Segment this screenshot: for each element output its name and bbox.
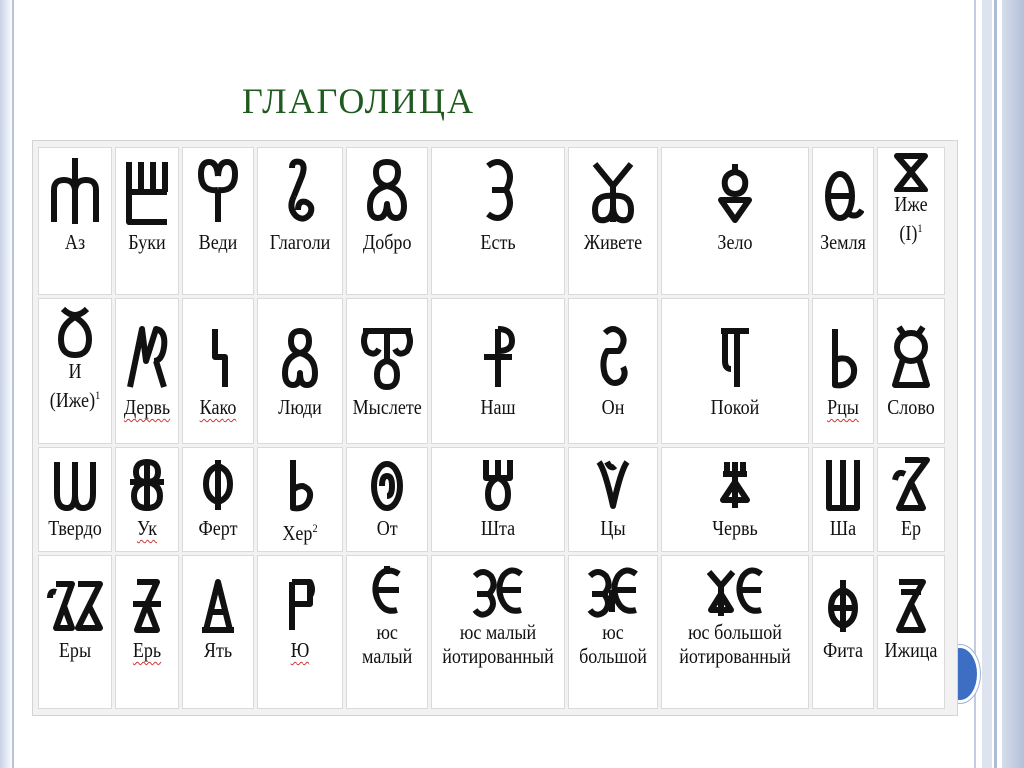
letter-cell-zhivete: [568, 147, 658, 295]
letter-name: Ижица: [884, 638, 938, 662]
letter-name: Веди: [198, 230, 238, 254]
letter-cell-yat: [182, 555, 254, 709]
letter-cell-pokoy: [661, 298, 809, 444]
letter-cell-nash: [431, 298, 565, 444]
pokoy-glyph-icon: [715, 321, 755, 391]
zelo-glyph-icon: [713, 156, 757, 226]
letter-name-line2: малый: [362, 644, 413, 668]
table-row: [38, 555, 945, 709]
letter-name: Добро: [362, 230, 412, 254]
letter-cell-fita: [812, 555, 874, 709]
letter-cell-er: [877, 447, 945, 552]
letter-name-line2: $(I)^1$: [899, 221, 924, 245]
izhe-glyph-icon: [891, 152, 931, 192]
letter-name: Живете: [584, 230, 643, 254]
letter-cell-izhitsa: [877, 555, 945, 709]
letter-name: юс большой: [688, 620, 783, 644]
slovo-glyph-icon: [889, 321, 933, 391]
letter-name: Аз: [64, 230, 86, 254]
letter-name: Еры: [58, 638, 92, 662]
rtsy-glyph-icon: [825, 321, 861, 391]
letter-cell-izhe-i: [877, 147, 945, 295]
er-glyph-icon: [891, 456, 931, 512]
letter-name: Наш: [480, 395, 516, 419]
glagoli-glyph-icon: [280, 156, 320, 226]
letter-name: юс: [602, 620, 625, 644]
letter-name: Есть: [480, 230, 516, 254]
letter-cell-cherv: [661, 447, 809, 552]
letter-name: Ер: [901, 516, 922, 540]
uk-glyph-icon: [124, 456, 170, 512]
myslete-glyph-icon: [357, 321, 417, 391]
letter-name-line2: большой: [579, 644, 648, 668]
letter-cell-az: [38, 147, 112, 295]
lyudi-glyph-icon: [277, 321, 323, 391]
letter-name-line2: йотированный: [442, 644, 555, 668]
letter-name: Твердо: [48, 516, 102, 540]
letter-name: Цы: [600, 516, 626, 540]
letter-cell-yus-bolshoy-iot: [661, 555, 809, 709]
yus-maly-iot-glyph-icon: [469, 564, 527, 620]
fert-glyph-icon: [200, 456, 236, 512]
letter-name: Ук: [137, 516, 157, 540]
letter-name-line2: (Иже)$^1$: [49, 388, 101, 412]
ot-glyph-icon: [368, 456, 406, 512]
letter-name: Хер$^2$: [282, 521, 318, 545]
letter-name: Како: [199, 395, 237, 419]
letter-cell-tverdo: [38, 447, 112, 552]
letter-name: Земля: [820, 230, 867, 254]
letter-name: Слово: [887, 395, 936, 419]
letter-cell-lyudi: [257, 298, 343, 444]
letter-cell-yus-maly: [346, 555, 428, 709]
table-row: [38, 147, 945, 295]
letter-cell-yus-maly-iot: [431, 555, 565, 709]
letter-cell-i: [38, 298, 112, 444]
letter-cell-glagoli: [257, 147, 343, 295]
letter-cell-yus-bolshoy: [568, 555, 658, 709]
kher-glyph-icon: [283, 456, 317, 512]
ery-glyph-icon: [46, 578, 104, 634]
letter-name: Фита: [823, 638, 864, 662]
letter-cell-kako: [182, 298, 254, 444]
letter-name: Дервь: [123, 395, 171, 419]
letter-cell-dobro: [346, 147, 428, 295]
erj-glyph-icon: [127, 578, 167, 634]
yu-glyph-icon: [282, 578, 318, 634]
yus-bolshoy-iot-glyph-icon: [703, 564, 767, 620]
slide-frame-left-line: [12, 0, 14, 768]
table-row: [38, 447, 945, 552]
letter-cell-slovo: [877, 298, 945, 444]
letter-cell-zelo: [661, 147, 809, 295]
nash-glyph-icon: [478, 321, 518, 391]
letter-name: Рцы: [827, 395, 860, 419]
yus-bolshoy-glyph-icon: [584, 564, 642, 620]
cherv-glyph-icon: [715, 456, 755, 512]
letter-name: Червь: [712, 516, 759, 540]
letter-name: Ю: [290, 638, 310, 662]
fita-glyph-icon: [825, 578, 861, 634]
tsy-glyph-icon: [593, 456, 633, 512]
est-glyph-icon: [478, 156, 518, 226]
letter-name: Покой: [711, 395, 760, 419]
letter-cell-ery: [38, 555, 112, 709]
izhitsa-glyph-icon: [891, 578, 931, 634]
letter-cell-uk: [115, 447, 179, 552]
letter-cell-yu: [257, 555, 343, 709]
zemlya-glyph-icon: [822, 156, 864, 226]
letter-name: И: [68, 359, 82, 383]
letter-cell-zemlya: [812, 147, 874, 295]
buki-glyph-icon: [123, 156, 171, 226]
letter-name: Ша: [830, 516, 857, 540]
letter-cell-on: [568, 298, 658, 444]
letter-name: От: [376, 516, 398, 540]
tverdo-glyph-icon: [49, 456, 101, 512]
letter-cell-rtsy: [812, 298, 874, 444]
derv-glyph-icon: [124, 321, 170, 391]
letter-name: Ять: [203, 638, 233, 662]
letter-cell-fert: [182, 447, 254, 552]
vedi-glyph-icon: [193, 156, 243, 226]
letter-name: Ферт: [198, 516, 238, 540]
letter-cell-kher: [257, 447, 343, 552]
letter-cell-shta: [431, 447, 565, 552]
letter-name: Шта: [481, 516, 516, 540]
letter-cell-est: [431, 147, 565, 295]
sha-glyph-icon: [823, 456, 863, 512]
letter-cell-myslete: [346, 298, 428, 444]
az-glyph-icon: [48, 156, 102, 226]
slide-frame-right: [974, 0, 1024, 768]
letter-name: Ерь: [132, 638, 162, 662]
glagolitic-alphabet-table: [32, 140, 958, 716]
yat-glyph-icon: [198, 578, 238, 634]
letter-cell-tsy: [568, 447, 658, 552]
letter-name: Буки: [128, 230, 166, 254]
zhivete-glyph-icon: [587, 156, 639, 226]
letter-name: Мыслете: [352, 395, 422, 419]
letter-cell-derv: [115, 298, 179, 444]
letter-cell-buki: [115, 147, 179, 295]
on-glyph-icon: [593, 321, 633, 391]
i-glyph-icon: [55, 305, 95, 359]
letter-name: Иже: [894, 192, 929, 216]
letter-name: Глаголи: [269, 230, 331, 254]
letter-cell-vedi: [182, 147, 254, 295]
shta-glyph-icon: [478, 456, 518, 512]
slide-title: ГЛАГОЛИЦА: [242, 81, 476, 121]
letter-name: юс: [376, 620, 398, 644]
letter-name: Люди: [278, 395, 322, 419]
letter-name: Зело: [717, 230, 753, 254]
letter-name: юс малый: [460, 620, 537, 644]
letter-name: Он: [602, 395, 625, 419]
dobro-glyph-icon: [364, 156, 410, 226]
yus-maly-glyph-icon: [369, 564, 405, 620]
kako-glyph-icon: [203, 321, 233, 391]
letter-name-line2: йотированный: [679, 644, 792, 668]
letter-cell-erj: [115, 555, 179, 709]
letter-cell-ot: [346, 447, 428, 552]
table-row: [38, 298, 945, 444]
letter-cell-sha: [812, 447, 874, 552]
